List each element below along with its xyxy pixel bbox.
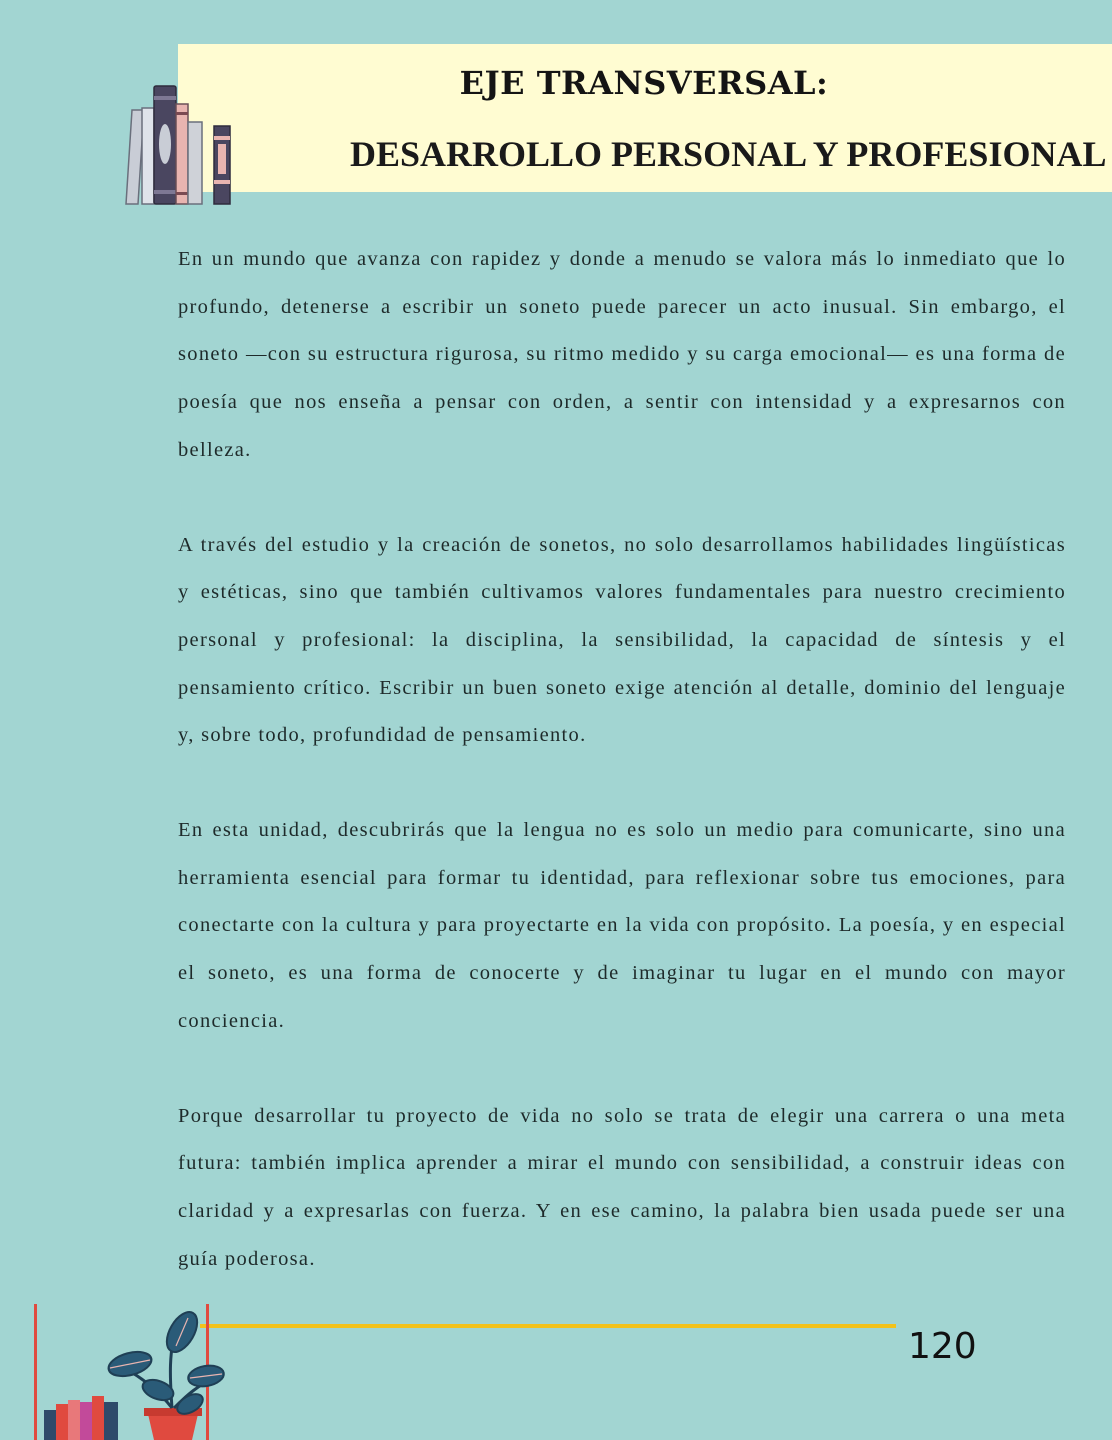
footer-divider bbox=[200, 1324, 896, 1328]
paragraph: A través del estudio y la creación de sonetos, no solo desarrollamos habilidades lingüísticas y estéticas, sino que también cultivamos valores fundamentales para nuestro crecimiento personal y profesional: la disciplina, la sensibilidad, la capacidad de síntesis y el pensamiento crítico. Escribir un buen soneto exige atención al detalle, dominio del lenguaje y, sobre todo, profundidad de pensamiento. bbox=[178, 533, 1066, 747]
page-subtitle: DESARROLLO PERSONAL Y PROFESIONAL bbox=[350, 134, 1107, 174]
plant-icon bbox=[40, 1310, 230, 1440]
paragraph: En esta unidad, descubrirás que la lengua no es solo un medio para comunicarte, sino una herramienta esencial para formar tu identidad, para reflexionar sobre tus emociones, para conectarte con la cultura y para proyectarte en la vida con propósito. La poesía, y en especial el soneto, es una forma de conocerte y de imaginar tu lugar en el mundo con mayor conciencia. bbox=[178, 819, 1066, 1032]
paragraph: Porque desarrollar tu proyecto de vida no solo se trata de elegir una carrera o una meta futura: también implica aprender a mirar el mundo con sensibilidad, a construir ideas con claridad y a expresarlas con fuerza. Y en ese camino, la palabra bien usada puede ser una guía poderosa. bbox=[178, 1104, 1066, 1270]
body-text bbox=[178, 236, 1066, 1330]
page-title: EJE TRANSVERSAL: bbox=[459, 64, 829, 102]
page-number: 120 bbox=[908, 1326, 977, 1367]
footer-red-rule-left bbox=[34, 1304, 37, 1440]
paragraph: En un mundo que avanza con rapidez y donde a menudo se valora más lo inmediato que lo profundo, detenerse a escribir un soneto puede parecer un acto inusual. Sin embargo, el soneto —con su estructura rigurosa, su ritmo medido y su carga emocional— es una forma de poesía que nos enseña a pensar con orden, a sentir con intensidad y a expresarnos con belleza. bbox=[178, 248, 1066, 461]
